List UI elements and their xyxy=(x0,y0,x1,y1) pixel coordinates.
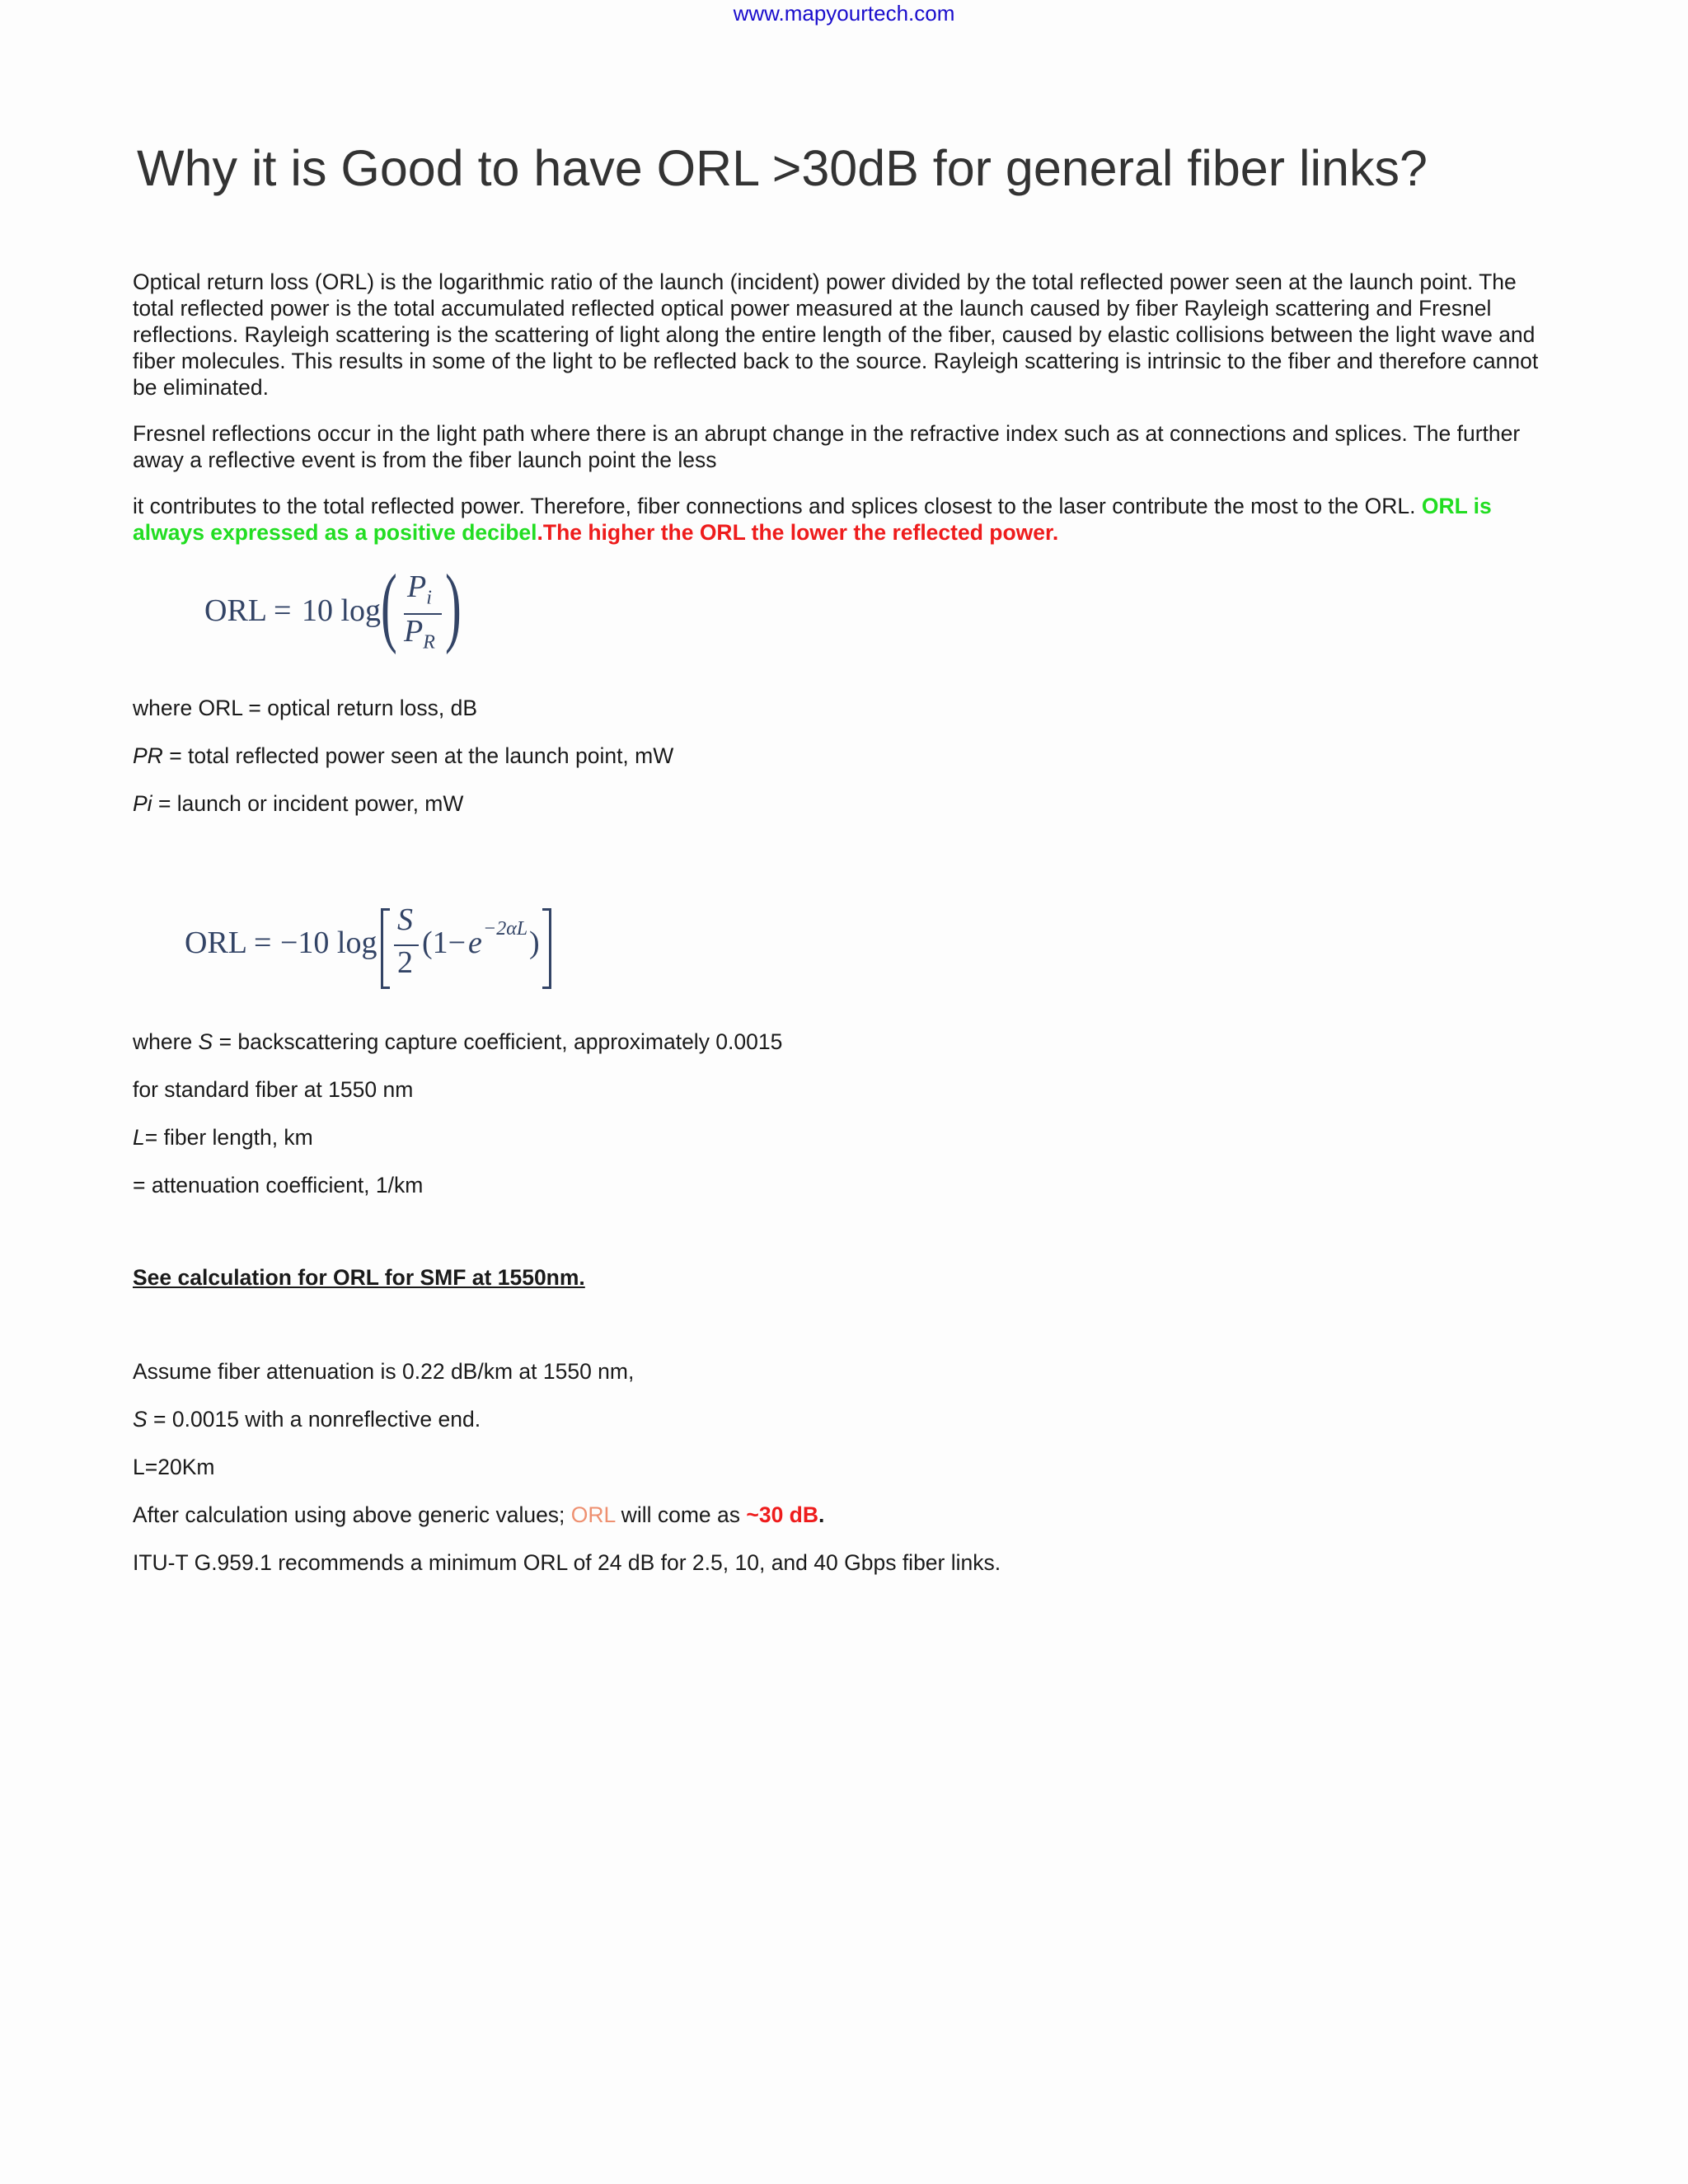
pi-definition: = launch or incident power, mW xyxy=(152,791,464,816)
calc-s xyxy=(133,1406,1559,1432)
formula2-right-bracket xyxy=(542,908,551,989)
formula1-numerator xyxy=(407,569,432,610)
calculation-block xyxy=(133,1358,1559,1576)
formula2-paren-open: (1− xyxy=(422,926,467,960)
calc-result-value: ~30 dB xyxy=(746,1502,818,1527)
formula1-equals: = xyxy=(274,593,292,628)
formula2-numerator: S xyxy=(397,902,413,937)
pi-symbol: Pi xyxy=(133,791,152,816)
positive-decibel-highlight: ORL is always expressed as a positive decibel xyxy=(133,494,1492,545)
def-l xyxy=(133,1124,1559,1151)
calc-result-end: . xyxy=(818,1502,825,1527)
def-pi xyxy=(133,790,1559,817)
calc-length: L=20Km xyxy=(133,1455,215,1479)
site-url-link[interactable]: www.mapyourtech.com xyxy=(733,1,955,26)
calc-result-mid: will come as xyxy=(615,1502,747,1527)
formula1-right-paren: ) xyxy=(445,557,462,655)
calc-itu-recommendation: ITU-T G.959.1 recommends a minimum ORL of 24 dB for 2.5, 10, and 40 Gbps fiber links. xyxy=(133,1550,1001,1575)
article-body xyxy=(133,269,1559,546)
formula1-denominator-symbol: P xyxy=(404,614,424,649)
def-alpha: = attenuation coefficient, 1/km xyxy=(133,1173,424,1197)
formula1-coef: 10 log xyxy=(302,593,382,628)
def-s xyxy=(133,1029,1559,1055)
s-prefix: where xyxy=(133,1029,199,1054)
paragraph-fresnel: Fresnel reflections occur in the light path where there is an abrupt change in the refractive index such as at connections and splices. The further away a reflective event is from the fiber launch point the less xyxy=(133,421,1521,472)
formula1-denominator-sub: R xyxy=(423,631,435,654)
calc-s-text: = 0.0015 with a nonreflective end. xyxy=(147,1407,481,1432)
calculation-heading-block xyxy=(133,1264,1559,1291)
calc-result-orl: ORL xyxy=(570,1502,616,1527)
formula1-lhs: ORL xyxy=(204,593,267,628)
formula1-left-paren: ( xyxy=(381,557,397,655)
orl-formula-2 xyxy=(185,903,564,994)
formula2-coef: −10 log xyxy=(280,926,377,960)
formula2-e: e xyxy=(468,926,482,960)
def-pr xyxy=(133,743,1559,769)
l-symbol: L xyxy=(133,1125,145,1150)
paragraph-orl-contribution xyxy=(133,493,1559,546)
formula1-numerator-sub: i xyxy=(426,587,432,609)
l-definition: = fiber length, km xyxy=(144,1125,313,1150)
def-standard-fiber: for standard fiber at 1550 nm xyxy=(133,1077,414,1102)
definitions-block-2 xyxy=(133,1029,1559,1198)
paragraph-orl-definition: Optical return loss (ORL) is the logarithmic ratio of the launch (incident) power divided by the total reflected power seen at the launch point. The total reflected power is the total accumulated reflected optical power measured at the launch caused by fiber Rayleigh scattering and Fresnel reflections. Rayleigh scattering is the scattering of light along the entire length of the fiber, caused by elastic collisions between the light wave and fiber molecules. This results in some of the light to be reflected back to the source. Rayleigh scattering is intrinsic to the fiber and therefore cannot be eliminated. xyxy=(133,269,1539,400)
calc-result-prefix: After calculation using above generic values; xyxy=(133,1502,571,1527)
formula1-denominator xyxy=(404,613,435,654)
calculation-heading: See calculation for ORL for SMF at 1550nm. xyxy=(133,1265,585,1290)
s-symbol: S xyxy=(198,1029,213,1054)
calc-s-symbol: S xyxy=(133,1407,148,1432)
def-orl: where ORL = optical return loss, dB xyxy=(133,696,478,720)
formula2-denominator: 2 xyxy=(397,945,413,980)
formula2-lhs: ORL xyxy=(185,926,247,960)
formula2-paren-close: ) xyxy=(529,926,540,960)
orl-formula-1 xyxy=(204,557,462,666)
pr-symbol: PR xyxy=(133,743,163,768)
page-title: Why it is Good to have ORL >30dB for general fiber links? xyxy=(137,140,1428,196)
definitions-block-1 xyxy=(133,695,1559,817)
formula1-numerator-symbol: P xyxy=(407,569,427,604)
contribution-text: it contributes to the total reflected power. Therefore, fiber connections and splices closest to the laser contribute the most to the ORL. xyxy=(133,494,1422,518)
reflected-power-highlight: .The higher the ORL the lower the reflected power. xyxy=(537,520,1059,545)
calc-assume: Assume fiber attenuation is 0.22 dB/km at 1550 nm, xyxy=(133,1359,635,1384)
calc-result xyxy=(133,1502,1559,1528)
formula2-equals: = xyxy=(254,926,272,960)
s-definition: = backscattering capture coefficient, approximately 0.0015 xyxy=(213,1029,783,1054)
formula2-left-bracket xyxy=(381,908,390,989)
pr-definition: = total reflected power seen at the launch point, mW xyxy=(162,743,674,768)
formula2-exponent: −2αL xyxy=(483,918,528,940)
